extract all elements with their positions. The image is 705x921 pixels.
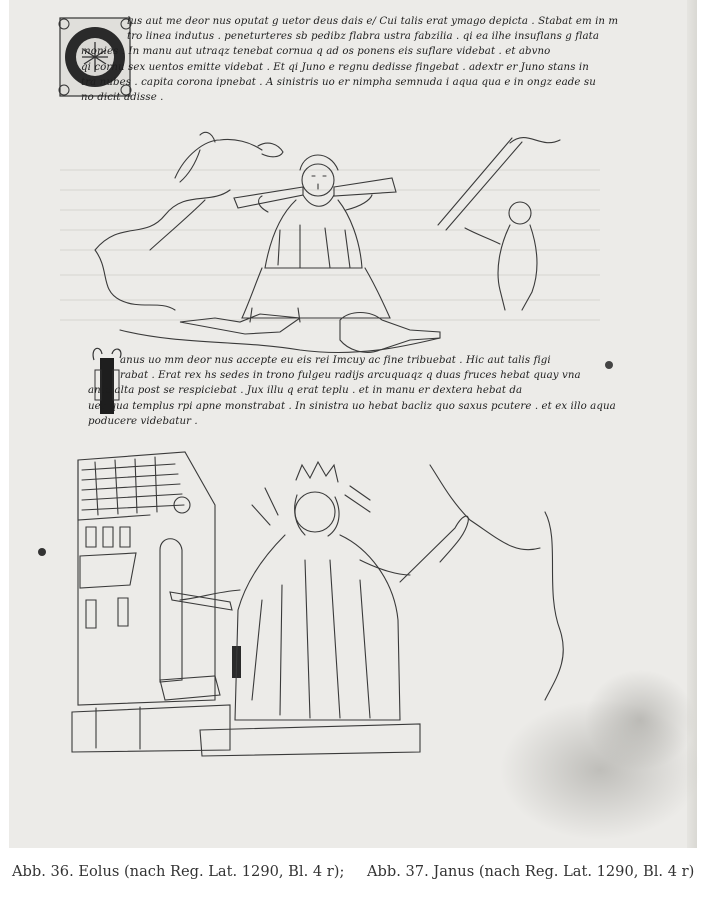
stains	[38, 361, 700, 840]
caption-abb-36: Abb. 36. Eolus (nach Reg. Lat. 1290, Bl. 4 r);	[12, 863, 345, 880]
eolus-text-line: lus aut me deor nus oputat g uetor deus dais e/ Cui talis erat ymago depicta . Stabat em in m	[127, 16, 619, 27]
janus-illustration	[72, 452, 563, 756]
janus-text-line: ante alta post se respiciebat . Jux illu q erat teplu . et in manu er dextera hebat da	[88, 385, 523, 397]
figure-caption-row	[0, 863, 705, 887]
eolus-illustration	[95, 132, 560, 352]
eolus-text-line: qi cornu sex uentos emitte videbat . Et qi Juno e regnu dedisse fingebat . adextr er Juno stans in	[81, 61, 589, 73]
janus-text-line: anus uo mm deor nus accepte eu eis rei Imcuy ac fine tribuebat . Hic aut talis figi	[120, 355, 551, 366]
janus-text-block	[88, 353, 616, 429]
eolus-text-line: tra nubes . capita corona ipnebat . A sinistris uo er nimpha semnuda i aqua qua e in ongz eade su	[81, 76, 596, 88]
eolus-text-line: monies . In manu aut utraqz tenebat cornua q ad os ponens eis suflare videbat . et abvno	[81, 46, 551, 58]
eolus-text-block	[81, 14, 619, 105]
janus-text-line: ues qua templus rpi apne monstrabat . In sinistra uo hebat bacliz quo saxus pcutere . et ex illo aqua	[88, 400, 616, 412]
janus-text-line: poducere videbatur .	[88, 415, 198, 427]
eolus-text-line: no dicit adisse .	[81, 92, 164, 104]
eolus-text-line: tro linea indutus . peneturteres sb pedibz flabra ustra fabzilia . qi ea ilhe insuflans g flata	[127, 31, 599, 43]
caption-abb-37: Abb. 37. Janus (nach Reg. Lat. 1290, Bl. 4 r)	[367, 863, 695, 880]
ruling-lines	[60, 170, 600, 320]
janus-text-line: rabat . Erat rex hs sedes in trono fulgeu radijs arcuquaqz q duas fruces hebat quay vna	[120, 370, 581, 382]
